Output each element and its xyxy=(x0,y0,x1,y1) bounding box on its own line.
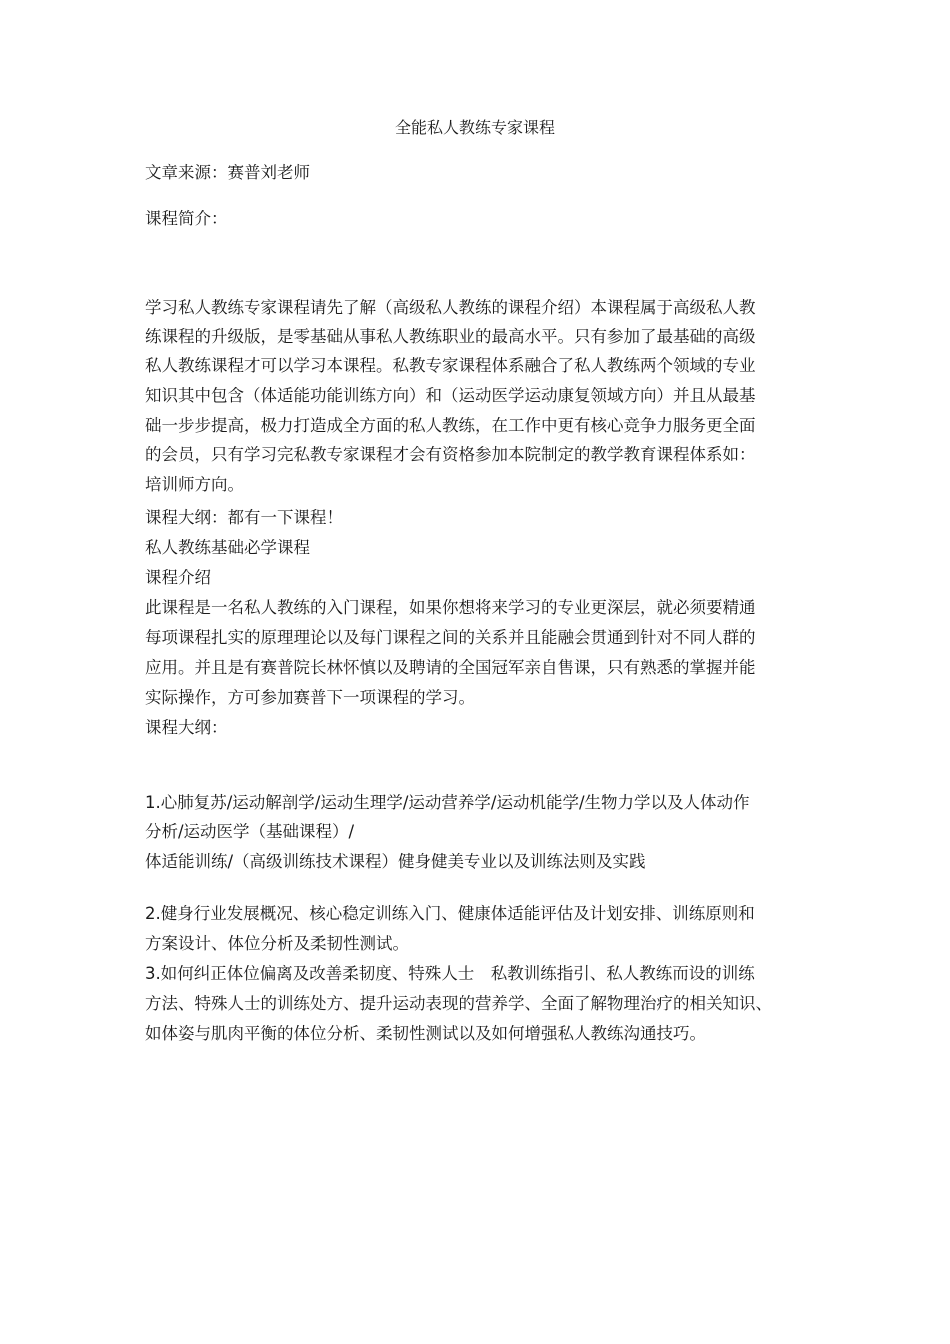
course-intro-heading: 课程介绍 xyxy=(145,568,211,587)
course-intro-line: 应用。并且是有赛普院长林怀慎以及聘请的全国冠军亲自售课，只有熟悉的掌握并能 xyxy=(145,658,756,677)
basic-course-title: 私人教练基础必学课程 xyxy=(145,538,310,557)
document-title: 全能私人教练专家课程 xyxy=(394,118,555,137)
intro-line: 的会员，只有学习完私教专家课程才会有资格参加本院制定的教学教育课程体系如： xyxy=(145,445,756,464)
course-outline-heading: 课程大纲： xyxy=(145,718,228,737)
outline-item-line: 方案设计、体位分析及柔韧性测试。 xyxy=(145,934,409,953)
intro-line: 私人教练课程才可以学习本课程。私教专家课程体系融合了私人教练两个领域的专业 xyxy=(145,356,756,375)
intro-heading: 课程简介： xyxy=(145,209,228,228)
intro-line: 学习私人教练专家课程请先了解（高级私人教练的课程介绍）本课程属于高级私人教 xyxy=(145,298,756,317)
outline-item-line: 分析/运动医学（基础课程）/ xyxy=(145,822,355,841)
course-intro-line: 每项课程扎实的原理理论以及每门课程之间的关系并且能融会贯通到针对不同人群的 xyxy=(145,628,756,647)
course-intro-line: 此课程是一名私人教练的入门课程，如果你想将来学习的专业更深层，就必须要精通 xyxy=(145,598,756,617)
outline-item-line: 1.心肺复苏/运动解剖学/运动生理学/运动营养学/运动机能学/生物力学以及人体动作 xyxy=(145,793,750,812)
outline-heading: 课程大纲：都有一下课程！ xyxy=(145,508,343,527)
intro-line: 知识其中包含（体适能功能训练方向）和（运动医学运动康复领域方向）并且从最基 xyxy=(145,386,756,405)
outline-item-line: 2.健身行业发展概况、核心稳定训练入门、健康体适能评估及计划安排、训练原则和 xyxy=(145,904,755,923)
outline-item-line: 方法、特殊人士的训练处方、提升运动表现的营养学、全面了解物理治疗的相关知识、 xyxy=(145,994,772,1013)
intro-line: 础一步步提高，极力打造成全方面的私人教练，在工作中更有核心竞争力服务更全面 xyxy=(145,416,756,435)
intro-line: 练课程的升级版，是零基础从事私人教练职业的最高水平。只有参加了最基础的高级 xyxy=(145,327,756,346)
outline-item-line: 如体姿与肌肉平衡的体位分析、柔韧性测试以及如何增强私人教练沟通技巧。 xyxy=(145,1024,706,1043)
outline-item-line: 体适能训练/（高级训练技术课程）健身健美专业以及训练法则及实践 xyxy=(145,852,646,871)
outline-item-line: 3.如何纠正体位偏离及改善柔韧度、特殊人士 私教训练指引、私人教练而设的训练 xyxy=(145,964,755,983)
article-source: 文章来源：赛普刘老师 xyxy=(145,163,310,182)
intro-line: 培训师方向。 xyxy=(145,475,244,494)
course-intro-line: 实际操作，方可参加赛普下一项课程的学习。 xyxy=(145,688,475,707)
